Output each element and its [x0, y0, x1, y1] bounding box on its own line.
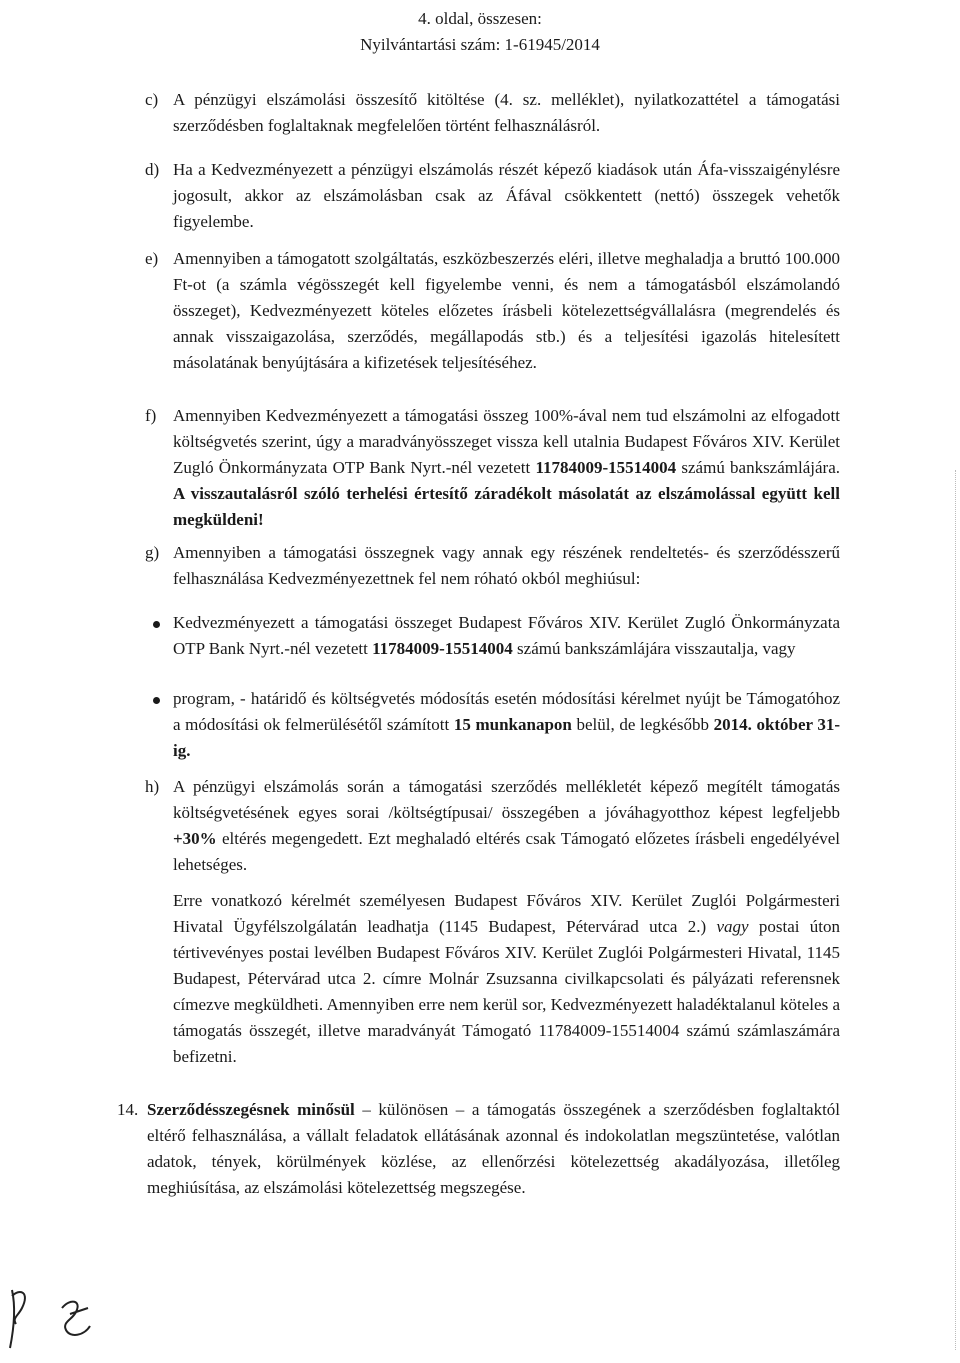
- item-c: [145, 87, 840, 139]
- item-d: [145, 157, 840, 235]
- item-g-bullet-1: [173, 610, 840, 662]
- item-h-label: h): [145, 777, 160, 796]
- item-e-text: Amennyiben a támogatott szolgáltatás, eszközbeszerzés eléri, illetve meghaladja a bruttó 100.000 Ft-ot (a számla végösszegét kell figyelembe venni, és nem a támogatásból elszámolandó összeget), Kedvezményezett köteles előzetes írásbeli kötelezettségvállalásra (megrendelés és annak visszaigazolása, szerződés, megállapodás stb.) és a teljesítési igazolás hitelesített másolatának benyújtására a kifizetések teljesítéséhez.: [173, 249, 840, 372]
- item-g-text: Amennyiben a támogatási összegnek vagy annak egy részének rendeltetés- és szerződésszerű felhasználása Kedvezményezettnek fel nem róható okból meghiúsul:: [173, 543, 840, 588]
- item-c-label: c): [145, 90, 159, 109]
- item-f-text: [173, 403, 840, 533]
- item-f: [145, 403, 840, 533]
- item-h-para2-pre: Erre vonatkozó kérelmét személyesen Budapest Főváros XIV. Kerület Zuglói Polgármesteri Hivatal Ügyfélszolgálatán leadhatja (1145 Budapest, Pétervárad utca 2.): [173, 891, 840, 936]
- item-f-text2: számú bankszámlájára.: [681, 458, 840, 477]
- bullet2-text: program, - határidő és költségvetés módosítás esetén módosítási kérelmet nyújt be Támogatóhoz a módosítási ok felmerülésétől számított: [173, 689, 840, 734]
- item-f-account: 11784009-15514004: [535, 458, 677, 477]
- item-g: [145, 540, 840, 592]
- bullet2-mid: belül, de legkésőbb: [576, 715, 709, 734]
- item-f-bold-notice: A visszautalásról szóló terhelési értesítő záradékolt másolatát az elszámolással együtt kell megküldeni!: [173, 484, 840, 529]
- handwritten-initials-signature: [0, 1278, 110, 1358]
- item-h-para2-italic: vagy: [716, 917, 749, 936]
- item-h: [145, 774, 840, 878]
- item-f-text-main: Amennyiben Kedvezményezett a támogatási összeg 100%-ával nem tud elszámolni az elfogadott költségvetés szerint, úgy a maradványösszeget vissza kell utalnia Budapest Főváros XIV. Kerület Zugló Önkormányzata OTP Bank Nyrt.-nél vezetett: [173, 406, 840, 477]
- bullet-icon: [153, 697, 160, 704]
- item-f-label: f): [145, 406, 157, 425]
- item-d-label: d): [145, 160, 160, 179]
- scan-edge-rule: [954, 470, 956, 1350]
- page-header: [0, 6, 960, 58]
- page-number: 4. oldal, összesen:: [418, 9, 542, 28]
- item-e-label: e): [145, 249, 159, 268]
- section-14-label: 14.: [117, 1100, 139, 1119]
- item-c-text: A pénzügyi elszámolási összesítő kitöltése (4. sz. melléklet), nyilatkozattétel a támogatási szerződésben foglaltaknak megfelelően történt felhasználásról.: [173, 90, 840, 135]
- item-h-paragraph-2: [173, 888, 840, 1070]
- item-h-bold: +30%: [173, 829, 217, 848]
- item-h-text: [173, 774, 840, 878]
- item-g-bullet-2: [173, 686, 840, 764]
- section-14-body: – különösen – a támogatás összegének a szerződésben foglaltaktól eltérő felhasználása, a vállalt feladatok ellátásának azonnal és indokolatlan megszüntetése, valótlan adatok, tények, körülmények közlése, az ellenőrzési kötelezettség akadályozása, illetőleg meghiúsítása, az elszámolási kötelezettség megszegése.: [147, 1100, 841, 1197]
- item-h-text-pre: A pénzügyi elszámolás során a támogatási szerződés mellékletét képező megítélt támogatás költségvetésének egyes sorai /költségtípusai/ összegében a jóváhagyotthoz képest legfeljebb: [173, 777, 840, 822]
- registration-number: Nyilvántartási szám: 1-61945/2014: [360, 35, 600, 54]
- item-e: [145, 246, 840, 376]
- bullet1-account: 11784009-15514004: [372, 639, 513, 658]
- item-h-para2-post: postai úton tértivevényes postai levélben Budapest Főváros XIV. Kerület Zuglói Polgármesteri Hivatal, 1145 Budapest, Pétervárad utca 2. címre Molnár Zsuzsanna civilkapcsolati és pályázati referensnek címezve megküldheti. Amennyiben erre nem kerül sor, Kedvezményezett haladéktalanul köteles a támogatás összegét, illetve maradványát Támogató 11784009-15514004 számú számlaszámára befizetni.: [173, 917, 840, 1066]
- section-14-bold: Szerződésszegésnek minősül: [147, 1100, 355, 1119]
- bullet-icon: [153, 621, 160, 628]
- bullet1-post: számú bankszámlájára visszautalja, vagy: [517, 639, 796, 658]
- bullet2-deadline-date: 2014. október 31-ig.: [173, 715, 841, 760]
- section-14: [117, 1097, 840, 1201]
- bullet1-text: Kedvezményezett a támogatási összeget Budapest Főváros XIV. Kerület Zugló Önkormányzata OTP Bank Nyrt.-nél vezetett: [173, 613, 840, 658]
- bullet2-deadline-days: 15 munkanapon: [453, 715, 572, 734]
- item-d-text: Ha a Kedvezményezett a pénzügyi elszámolás részét képező kiadások után Áfa-visszaigénylésre jogosult, akkor az elszámolásban csak az Áfával csökkentett (nettó) összegek vehetők figyelembe.: [173, 160, 840, 231]
- item-g-label: g): [145, 543, 160, 562]
- item-h-text-post: eltérés megengedett. Ezt meghaladó eltérés csak Támogató előzetes írásbeli engedélyével lehetséges.: [173, 829, 840, 874]
- section-14-text: [147, 1097, 840, 1201]
